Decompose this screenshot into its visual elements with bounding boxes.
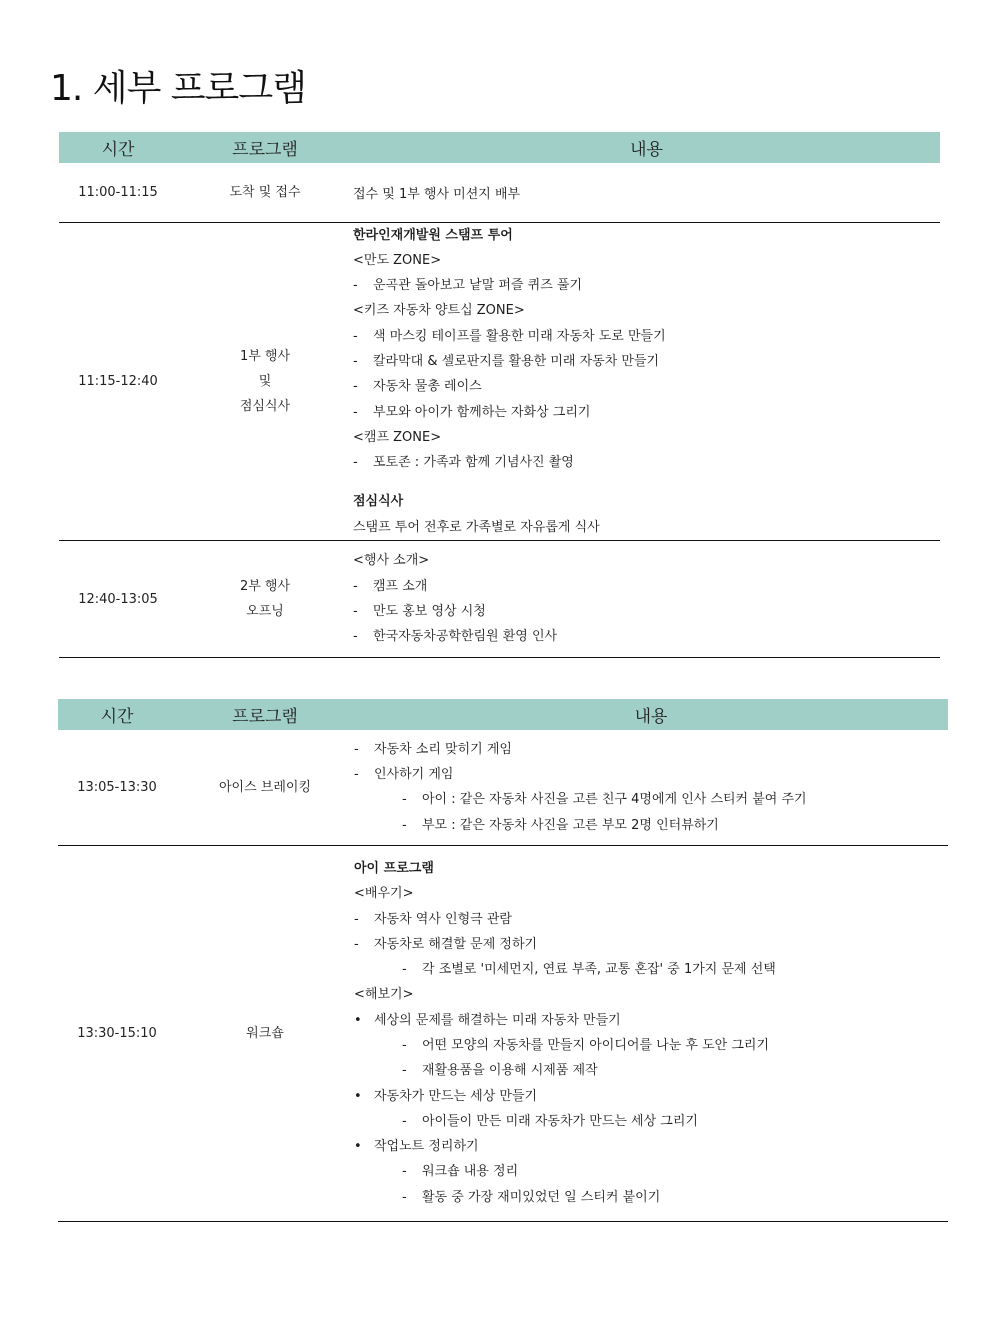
content-subline: [354, 1058, 948, 1083]
content-text: 자동차가 만드는 세상 만들기: [374, 1088, 538, 1104]
program-cell: [176, 730, 354, 845]
content-gap: [353, 475, 940, 489]
program-line: 도착 및 접수: [229, 184, 301, 200]
content-line: <만도 ZONE>: [353, 252, 442, 268]
dash-marker: -: [402, 1063, 407, 1079]
content-text: 만도 홍보 영상 시청: [373, 604, 486, 620]
dash-marker: -: [402, 1164, 407, 1180]
content-cell: [353, 541, 940, 658]
content-text: 작업노트 정리하기: [374, 1139, 479, 1155]
table-row: [58, 730, 948, 845]
dash-marker: -: [354, 936, 359, 952]
content-line: <캠프 ZONE>: [353, 429, 442, 445]
dash-marker: -: [353, 604, 358, 620]
program-line: 점심식사: [239, 398, 291, 414]
content-text: 자동차로 해결할 문제 정하기: [374, 936, 538, 952]
program-line: 오프닝: [246, 604, 284, 620]
content-bullet: [354, 1084, 948, 1109]
content-line: [353, 349, 940, 374]
content-line: <해보기>: [354, 987, 414, 1003]
dash-marker: -: [402, 1189, 407, 1205]
content-heading: 아이 프로그램: [354, 860, 434, 876]
program-line: 1부 행사: [239, 348, 291, 364]
schedule-table-1: [59, 132, 940, 658]
content-text: 부모 : 같은 자동차 사진을 고른 부모 2명 인터뷰하기: [422, 817, 719, 833]
content-cell: [353, 222, 940, 541]
content-line: [353, 324, 940, 349]
content-subline: [354, 1033, 948, 1058]
content-line: [354, 932, 948, 957]
program-cell: [177, 163, 353, 222]
content-cell: [353, 163, 940, 222]
program-cell: [177, 541, 353, 658]
page-title: 1. 세부 프로그램: [50, 68, 306, 109]
header-program: 프로그램: [177, 132, 353, 163]
content-line: 스탬프 투어 전후로 가족별로 자유롭게 식사: [353, 519, 600, 535]
content-text: 세상의 문제를 해결하는 미래 자동차 만들기: [374, 1012, 621, 1028]
content-subline: [354, 1185, 948, 1210]
content-text: 자동차 역사 인형극 관람: [374, 911, 512, 927]
header-content: 내용: [353, 132, 940, 163]
dash-marker: -: [353, 629, 358, 645]
content-line: [353, 374, 940, 399]
content-text: 활동 중 가장 재미있었던 일 스티커 붙이기: [422, 1189, 661, 1205]
program-line: 아이스 브레이킹: [218, 779, 312, 795]
content-line: [353, 574, 940, 599]
content-line: [354, 762, 948, 787]
dash-marker: -: [353, 404, 358, 420]
content-subline: [354, 787, 948, 812]
content-line: [353, 624, 940, 649]
content-bullet: [354, 1134, 948, 1159]
content-line: [354, 907, 948, 932]
time-cell: 13:30-15:10: [58, 845, 176, 1221]
content-text: 어떤 모양의 자동차를 만들지 아이디어를 나눈 후 도안 그리기: [422, 1038, 770, 1053]
dash-marker: -: [354, 911, 359, 927]
header-program: 프로그램: [176, 699, 354, 730]
content-text: 색 마스킹 테이프를 활용한 미래 자동차 도로 만들기: [373, 328, 666, 344]
content-text: 워크숍 내용 정리: [422, 1164, 519, 1180]
content-text: 캠프 소개: [373, 578, 428, 594]
dash-marker: -: [354, 766, 359, 782]
content-text: 각 조별로 '미세먼지, 연료 부족, 교통 혼잡' 중 1가지 문제 선택: [422, 962, 776, 978]
bullet-marker: •: [354, 1012, 362, 1028]
table-row: [59, 163, 940, 222]
content-bullet: [354, 1008, 948, 1033]
content-text: 인사하기 게임: [374, 766, 454, 782]
content-subline: [354, 813, 948, 838]
program-line: 및: [258, 373, 272, 389]
time-cell: 12:40-13:05: [59, 541, 177, 658]
header-time: 시간: [59, 132, 177, 163]
dash-marker: -: [353, 379, 358, 395]
content-heading: 점심식사: [353, 494, 404, 510]
content-text: 포토존 : 가족과 함께 기념사진 촬영: [373, 455, 574, 471]
content-text: 한국자동차공학한림원 환영 인사: [373, 629, 558, 645]
content-line: [353, 273, 940, 298]
content-cell: [354, 845, 948, 1221]
content-text: 부모와 아이가 함께하는 자화상 그리기: [373, 404, 591, 420]
time-cell: 13:05-13:30: [58, 730, 176, 845]
dash-marker: -: [402, 817, 407, 833]
content-text: 칼라막대 & 셀로판지를 활용한 미래 자동차 만들기: [373, 353, 660, 369]
program-line: 2부 행사: [239, 579, 291, 595]
content-text: 자동차 물총 레이스: [373, 379, 482, 395]
content-line: <행사 소개>: [353, 553, 430, 569]
dash-marker: -: [353, 455, 358, 471]
program-cell: [176, 845, 354, 1221]
content-line: [353, 450, 940, 475]
content-heading: 한라인재개발원 스탬프 투어: [353, 227, 513, 243]
content-subline: [354, 1109, 948, 1134]
content-line: <배우기>: [354, 886, 414, 902]
program-line: 워크숍: [246, 1025, 284, 1041]
content-line: [354, 737, 948, 762]
dash-marker: -: [354, 741, 359, 757]
dash-marker: -: [402, 962, 407, 978]
content-line: [353, 400, 940, 425]
content-line: <키즈 자동차 양트십 ZONE>: [353, 303, 525, 319]
table-row: [58, 845, 948, 1221]
time-cell: 11:00-11:15: [59, 163, 177, 222]
program-cell: [177, 222, 353, 541]
content-subline: [354, 957, 948, 982]
dash-marker: -: [402, 1113, 407, 1129]
bullet-marker: •: [354, 1088, 362, 1104]
table-row: [59, 222, 940, 541]
schedule-table-2: [58, 699, 948, 1222]
content-text: 아이들이 만든 미래 자동차가 만드는 세상 그리기: [422, 1113, 698, 1129]
content-text: 재활용품을 이용해 시제품 제작: [422, 1063, 598, 1079]
content-line: [353, 599, 940, 624]
content-text: 자동차 소리 맞히기 게임: [374, 741, 512, 757]
dash-marker: -: [353, 578, 358, 594]
dash-marker: -: [353, 328, 358, 344]
dash-marker: -: [353, 353, 358, 369]
time-cell: 11:15-12:40: [59, 222, 177, 541]
header-time: 시간: [58, 699, 176, 730]
dash-marker: -: [402, 1038, 407, 1053]
content-text: 운곡관 돌아보고 낱말 퍼즐 퀴즈 풀기: [373, 278, 583, 294]
dash-marker: -: [353, 278, 358, 294]
dash-marker: -: [402, 792, 407, 808]
bullet-marker: •: [354, 1139, 362, 1155]
header-content: 내용: [354, 699, 948, 730]
content-subline: [354, 1159, 948, 1184]
content-line: 접수 및 1부 행사 미션지 배부: [353, 186, 521, 202]
content-text: 아이 : 같은 자동차 사진을 고른 친구 4명에게 인사 스티커 붙여 주기: [422, 792, 807, 808]
content-cell: [354, 730, 948, 845]
table-row: [59, 541, 940, 658]
